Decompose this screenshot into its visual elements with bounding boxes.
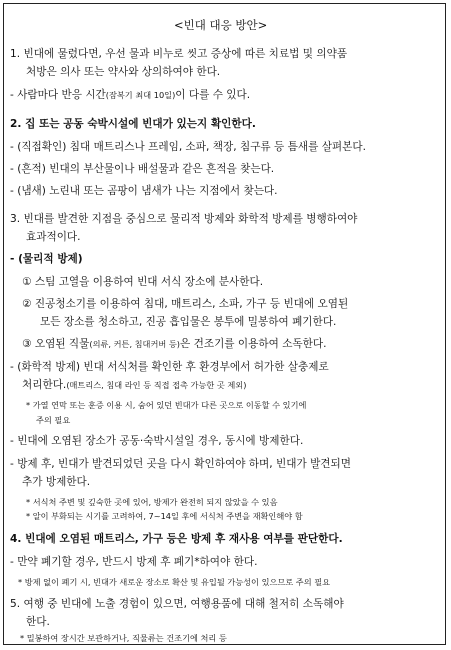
chemical-text: 처리한다. xyxy=(22,379,67,391)
item-1-line-2: 처방은 의사 또는 약사와 상의하여야 한다. xyxy=(26,66,221,78)
recheck-line-1: - 방제 후, 빈대가 발견되었던 곳을 다시 확인하여야 하며, 빈대가 발견되면 xyxy=(10,458,352,470)
step-text: ③ 오염된 직물 xyxy=(22,338,90,350)
step-note: (의류, 커튼, 침대커버 등) xyxy=(89,339,180,349)
item-4-heading: 4. 빈대에 오염된 매트리스, 가구 등은 방제 후 재사용 여부를 판단한다. xyxy=(10,533,343,545)
step-text: 은 건조기를 이용하여 소독한다. xyxy=(180,338,327,350)
item-4-detail: - 만약 폐기할 경우, 반드시 방제 후 폐기*하여야 한다. xyxy=(10,556,258,568)
document-title: <빈대 대응 방안> xyxy=(174,18,268,32)
physical-step-3 xyxy=(22,337,327,351)
chemical-note: (매트리스, 침대 라인 등 직접 접촉 가능한 곳 제외) xyxy=(66,380,247,390)
recheck-line-2: 추가 방제한다. xyxy=(22,476,91,488)
item-2-detail-1: - (직접확인) 침대 매트리스나 프레임, 소파, 책장, 침구류 등 틈새를 살펴본다. xyxy=(10,141,367,153)
chemical-control-line-2 xyxy=(22,378,246,392)
item-5-line-2: 한다. xyxy=(26,616,50,628)
item-3-line-2: 효과적이다. xyxy=(26,231,81,243)
item-1-detail xyxy=(10,88,250,102)
item-4-note: * 방제 없이 폐기 시, 빈대가 새로운 장소로 확산 및 유입될 가능성이 있으므로 주의 필요 xyxy=(18,577,331,587)
physical-step-1: ① 스팀 고열을 이용하여 빈대 서식 장소에 분사한다. xyxy=(22,276,264,288)
recheck-note-2: * 알이 부화되는 시기를 고려하여, 7~14일 후에 서식처 주변을 재확인해야 함 xyxy=(26,511,303,521)
physical-step-2-line-2: 모든 장소를 청소하고, 진공 흡입물은 봉투에 밀봉하여 폐기한다. xyxy=(40,316,337,328)
physical-step-2-line-1: ② 진공청소기를 이용하여 침대, 매트리스, 소파, 가구 등 빈대에 오염된 xyxy=(22,298,349,310)
recheck-note-1: * 서식처 주변 및 깊숙한 곳에 있어, 방제가 완전히 되지 않았을 수 있음 xyxy=(26,497,278,507)
fumigation-note-line-2: 주의 필요 xyxy=(36,415,71,425)
chemical-control-line-1: - (화학적 방제) 빈대 서식처를 확인한 후 환경부에서 허가한 살충제로 xyxy=(10,361,329,373)
fumigation-note-line-1: * 가열 연막 또는 훈증 이용 시, 숨어 있던 빈대가 다른 곳으로 이동할 수 있기에 xyxy=(26,400,307,410)
item-5-line-1: 5. 여행 중 빈대에 노출 경험이 있으면, 여행용품에 대해 철저히 소독해야 xyxy=(10,598,344,610)
detail-text: 이 다를 수 있다. xyxy=(175,89,251,101)
item-2-detail-3: - (냄새) 노린내 또는 곰팡이 냄새가 나는 지점에서 찾는다. xyxy=(10,185,278,197)
detail-note: (잠복기 최대 10일) xyxy=(105,90,176,100)
item-2-detail-2: - (흔적) 빈대의 부산물이나 배설물과 같은 흔적을 찾는다. xyxy=(10,163,275,175)
detail-text: - 사람마다 반응 시간 xyxy=(10,89,106,101)
item-3-line-1: 3. 빈대를 발견한 지점을 중심으로 물리적 방제와 화학적 방제를 병행하여야 xyxy=(10,213,358,225)
item-1-line-1: 1. 빈대에 물렸다면, 우선 물과 비누로 씻고 증상에 따른 치료법 및 의약품 xyxy=(10,48,348,60)
item-5-note: * 밀봉하여 장시간 보관하거나, 직물류는 건조기에 처리 등 xyxy=(20,633,227,643)
item-2-heading: 2. 집 또는 공동 숙박시설에 빈대가 있는지 확인한다. xyxy=(10,118,256,130)
physical-control-heading: - (물리적 방제) xyxy=(10,253,83,265)
shared-facility-control: - 빈대에 오염된 장소가 공동·숙박시설일 경우, 동시에 방제한다. xyxy=(10,435,304,447)
